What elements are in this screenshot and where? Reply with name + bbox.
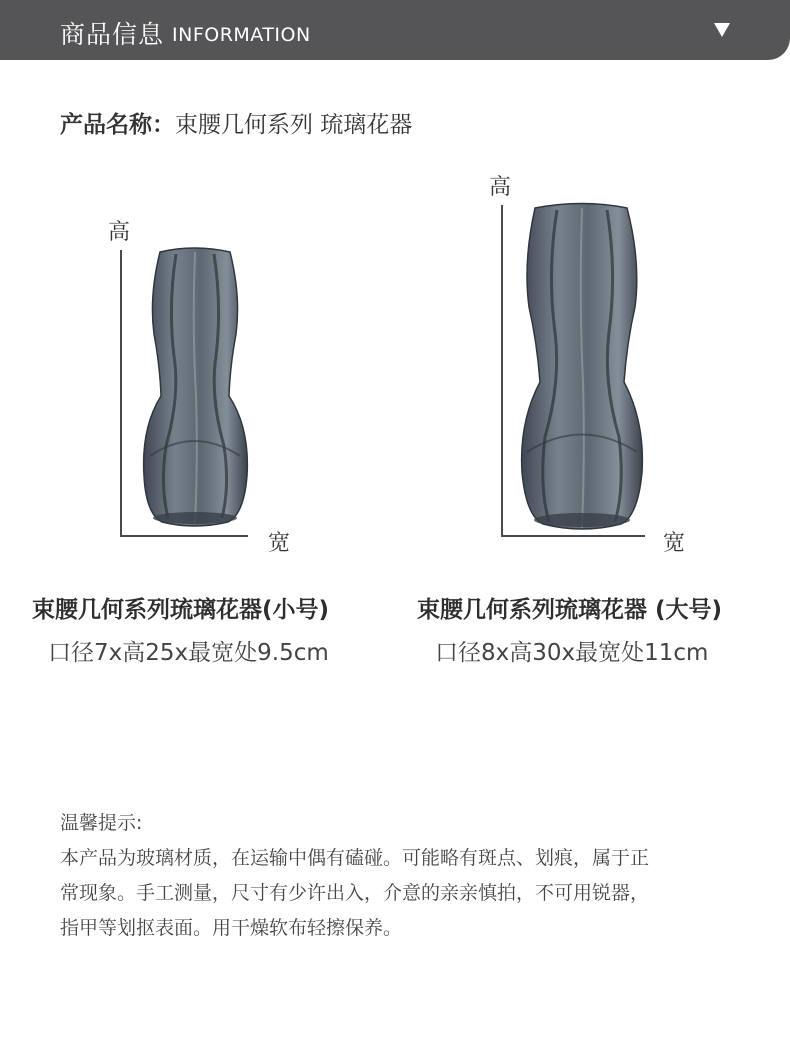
product-name-value: 束腰几何系列 琉璃花器 bbox=[175, 112, 413, 138]
small-vase-image bbox=[138, 246, 252, 528]
small-vase-spec: 口径7x高25x最宽处9.5cm bbox=[48, 640, 329, 666]
width-axis-line bbox=[120, 535, 248, 537]
product-name-label: 产品名称： bbox=[60, 112, 175, 138]
height-axis-label: 高 bbox=[489, 175, 512, 200]
info-header-bar bbox=[0, 0, 790, 60]
height-axis-line bbox=[120, 250, 122, 537]
large-vase-spec: 口径8x高30x最宽处11cm bbox=[435, 640, 709, 666]
triangle-down-icon[interactable] bbox=[710, 18, 734, 42]
notes-line: 常现象。手工测量，尺寸有少许出入，介意的亲亲慎拍，不可用锐器， bbox=[60, 882, 650, 904]
width-axis-label: 宽 bbox=[663, 531, 686, 556]
header-title: 商品信息 bbox=[60, 20, 165, 49]
height-axis-label: 高 bbox=[108, 220, 131, 245]
small-vase-title: 束腰几何系列琉璃花器(小号) bbox=[32, 597, 330, 623]
large-vase-image bbox=[517, 202, 647, 530]
care-notes bbox=[60, 806, 649, 946]
height-axis-line bbox=[501, 205, 503, 537]
header-subtitle: INFORMATION bbox=[172, 24, 311, 46]
width-axis-line bbox=[501, 535, 645, 537]
notes-line: 本产品为玻璃材质，在运输中偶有磕碰。可能略有斑点、划痕，属于正 bbox=[60, 847, 650, 869]
width-axis-label: 宽 bbox=[268, 531, 291, 556]
notes-line: 指甲等划抠表面。用干燥软布轻擦保养。 bbox=[60, 917, 403, 939]
notes-heading: 温馨提示: bbox=[60, 812, 143, 834]
product-name-row bbox=[60, 106, 412, 139]
large-vase-title: 束腰几何系列琉璃花器 (大号) bbox=[417, 597, 723, 623]
